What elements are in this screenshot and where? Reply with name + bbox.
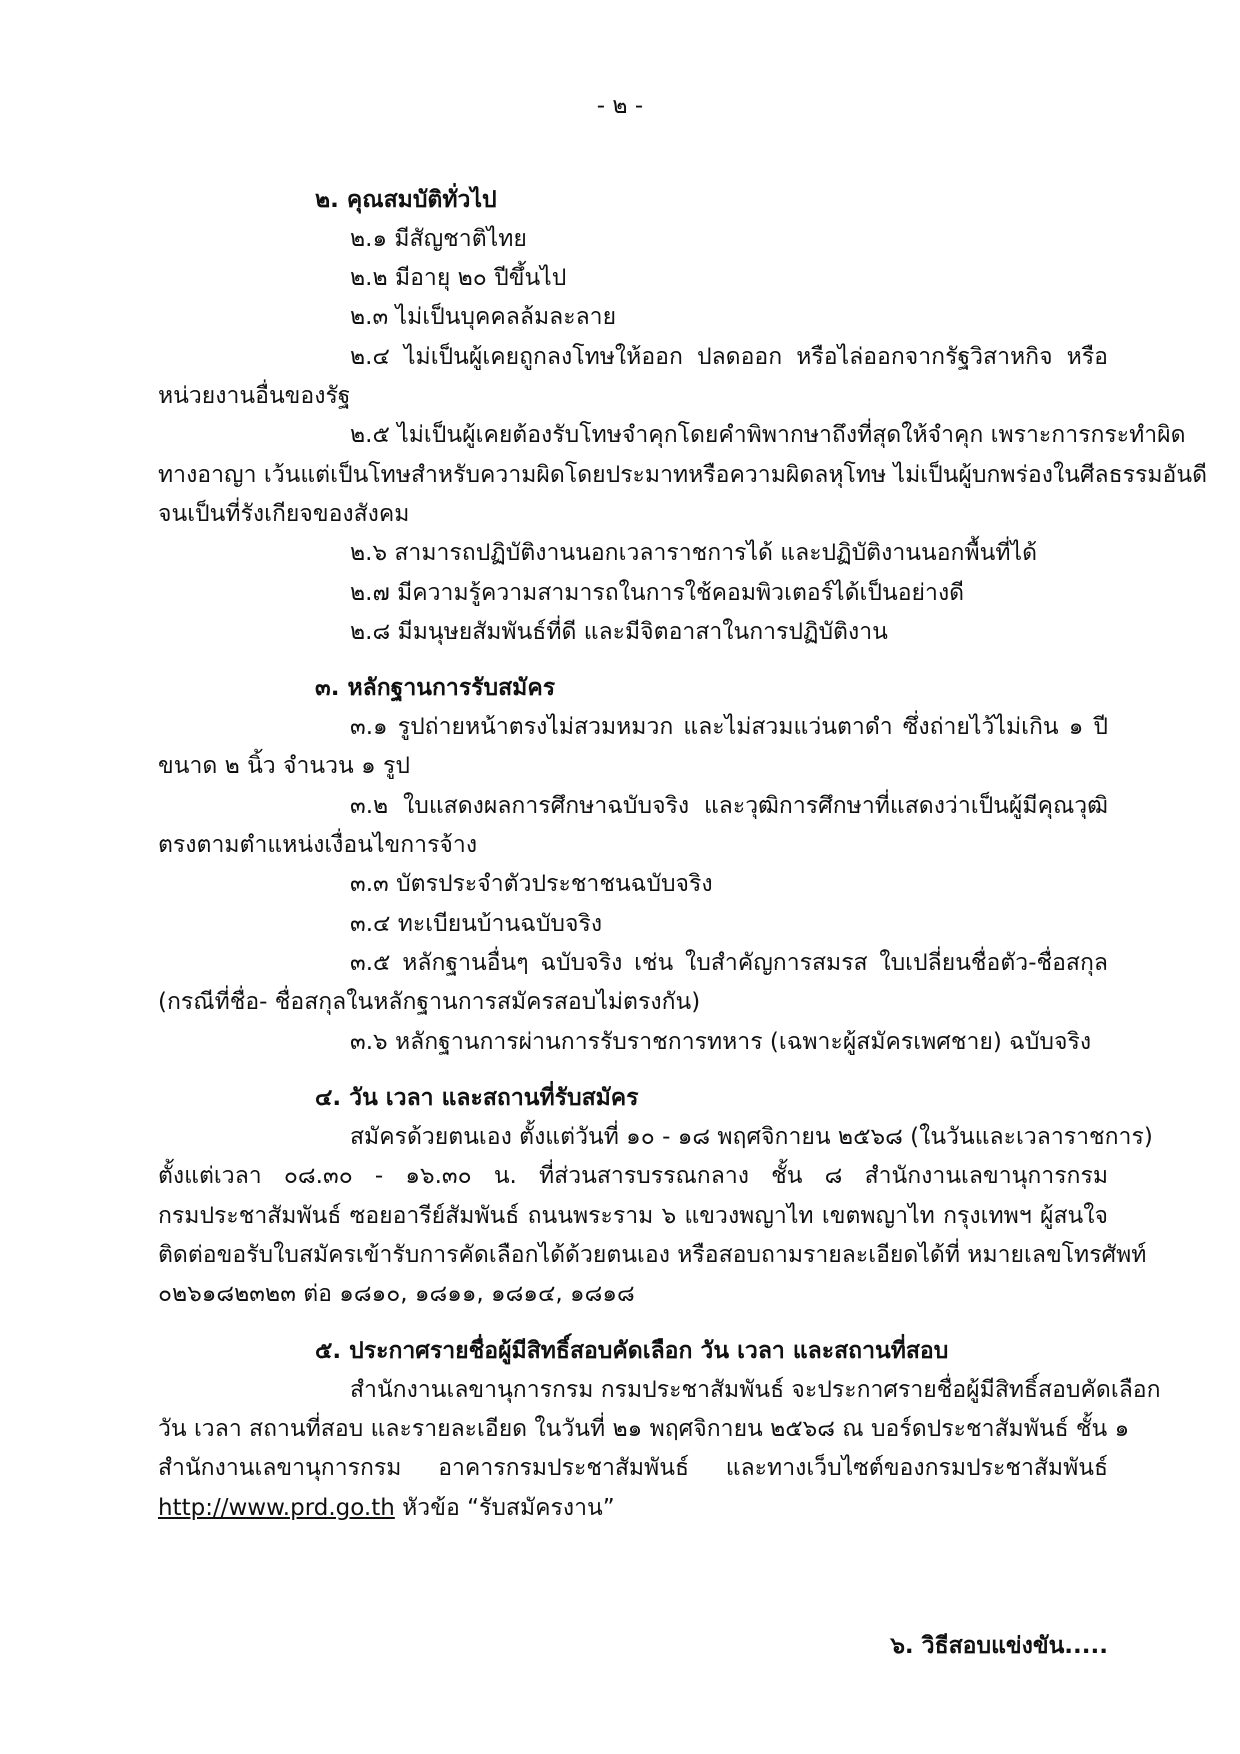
- section-2-item-1: ๒.๑ มีสัญชาติไทย: [350, 226, 527, 252]
- section-2-item-5-cont: ทางอาญา เว้นแต่เป็นโทษสำหรับความผิดโดยประมาทหรือความผิดลหุโทษ ไม่เป็นผู้บกพร่องในศีลธรรมอันดี: [158, 462, 1208, 488]
- section-3-item-1: ๓.๑ รูปถ่ายหน้าตรงไม่สวมหมวก และไม่สวมแว่นตาดำ ซึ่งถ่ายไว้ไม่เกิน ๑ ปี: [350, 714, 1108, 740]
- section-4-heading: ๔. วัน เวลา และสถานที่รับสมัคร: [315, 1085, 639, 1111]
- section-2-heading: ๒. คุณสมบัติทั่วไป: [315, 187, 497, 213]
- section-4-line-3: กรมประชาสัมพันธ์ ซอยอารีย์สัมพันธ์ ถนนพระราม ๖ แขวงพญาไท เขตพญาไท กรุงเทพฯ ผู้สนใจ: [158, 1203, 1108, 1229]
- section-3-item-6: ๓.๖ หลักฐานการผ่านการรับราชการทหาร (เฉพาะผู้สมัครเพศชาย) ฉบับจริง: [350, 1029, 1092, 1055]
- section-3-item-1-cont: ขนาด ๒ นิ้ว จำนวน ๑ รูป: [158, 753, 410, 779]
- section-3-item-2-cont: ตรงตามตำแหน่งเงื่อนไขการจ้าง: [158, 832, 478, 858]
- section-3-item-2: ๓.๒ ใบแสดงผลการศึกษาฉบับจริง และวุฒิการศึกษาที่แสดงว่าเป็นผู้มีคุณวุฒิ: [350, 793, 1108, 819]
- section-2-item-4: ๒.๔ ไม่เป็นผู้เคยถูกลงโทษให้ออก ปลดออก หรือไล่ออกจากรัฐวิสาหกิจ หรือ: [350, 344, 1108, 370]
- prd-website-link[interactable]: http://www.prd.go.th: [158, 1495, 395, 1521]
- section-2-item-5-cont2: จนเป็นที่รังเกียจของสังคม: [158, 501, 410, 527]
- section-2-item-7: ๒.๗ มีความรู้ความสามารถในการใช้คอมพิวเตอร์ได้เป็นอย่างดี: [350, 580, 965, 606]
- section-4-line-5: ๐๒๖๑๘๒๓๒๓ ต่อ ๑๘๑๐, ๑๘๑๑, ๑๘๑๔, ๑๘๑๘: [158, 1281, 635, 1307]
- section-2-item-3: ๒.๓ ไม่เป็นบุคคลล้มละลาย: [350, 304, 617, 330]
- section-4-line-2: ตั้งแต่เวลา ๐๘.๓๐ - ๑๖.๓๐ น. ที่ส่วนสารบรรณกลาง ชั้น ๘ สำนักงานเลขานุการกรม: [158, 1163, 1108, 1189]
- section-2-item-2: ๒.๒ มีอายุ ๒๐ ปีขึ้นไป: [350, 265, 567, 291]
- section-3-item-5: ๓.๕ หลักฐานอื่นๆ ฉบับจริง เช่น ใบสำคัญการสมรส ใบเปลี่ยนชื่อตัว-ชื่อสกุล: [350, 950, 1108, 976]
- section-5-line-4: [158, 1492, 615, 1524]
- section-3-item-4: ๓.๔ ทะเบียนบ้านฉบับจริง: [350, 911, 603, 937]
- section-5-heading: ๕. ประกาศรายชื่อผู้มีสิทธิ์สอบคัดเลือก วัน เวลา และสถานที่สอบ: [315, 1338, 949, 1364]
- section-2-item-5: ๒.๕ ไม่เป็นผู้เคยต้องรับโทษจำคุกโดยคำพิพากษาถึงที่สุดให้จำคุก เพราะการกระทำผิด: [350, 422, 1186, 448]
- section-5-line-1: สำนักงานเลขานุการกรม กรมประชาสัมพันธ์ จะประกาศรายชื่อผู้มีสิทธิ์สอบคัดเลือก: [350, 1377, 1161, 1403]
- section-2-item-8: ๒.๘ มีมนุษยสัมพันธ์ที่ดี และมีจิตอาสาในการปฏิบัติงาน: [350, 619, 888, 645]
- section-4-line-1: สมัครด้วยตนเอง ตั้งแต่วันที่ ๑๐ - ๑๘ พฤศจิกายน ๒๕๖๘ (ในวันและเวลาราชการ): [350, 1124, 1153, 1150]
- section-2-item-6: ๒.๖ สามารถปฏิบัติงานนอกเวลาราชการได้ และปฏิบัติงานนอกพื้นที่ได้: [350, 540, 1038, 566]
- section-3-item-5-cont: (กรณีที่ชื่อ- ชื่อสกุลในหลักฐานการสมัครสอบไม่ตรงกัน): [158, 989, 701, 1015]
- section-2-item-4-cont: หน่วยงานอื่นของรัฐ: [158, 383, 351, 409]
- section-5-line-3: สำนักงานเลขานุการกรม อาคารกรมประชาสัมพันธ์ และทางเว็บไซต์ของกรมประชาสัมพันธ์: [158, 1455, 1108, 1481]
- section-3-item-3: ๓.๓ บัตรประจำตัวประชาชนฉบับจริง: [350, 871, 713, 897]
- section-5-link-suffix: หัวข้อ “รับสมัครงาน”: [394, 1495, 615, 1521]
- next-section-continuation: ๖. วิธีสอบแข่งขัน.....: [890, 1633, 1108, 1659]
- section-5-line-2: วัน เวลา สถานที่สอบ และรายละเอียด ในวันที่ ๒๑ พฤศจิกายน ๒๕๖๘ ณ บอร์ดประชาสัมพันธ์ ชั้น ๑: [158, 1416, 1130, 1442]
- section-4-line-4: ติดต่อขอรับใบสมัครเข้ารับการคัดเลือกได้ด้วยตนเอง หรือสอบถามรายละเอียดได้ที่ หมายเลขโทรศัพท์: [158, 1242, 1147, 1268]
- section-3-heading: ๓. หลักฐานการรับสมัคร: [315, 675, 556, 701]
- page-number: - ๒ -: [596, 93, 644, 119]
